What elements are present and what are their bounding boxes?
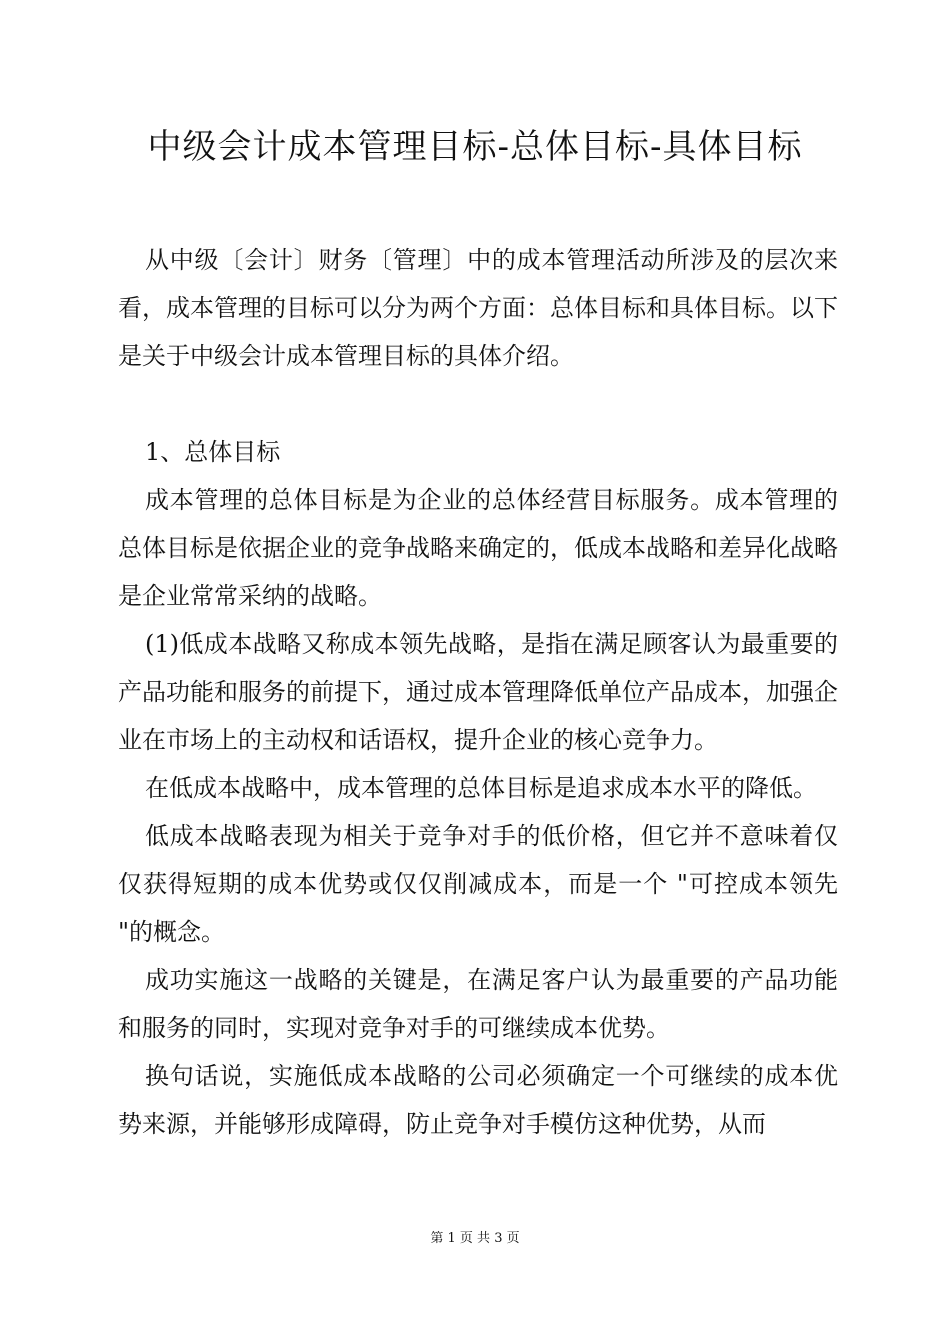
section-block — [118, 428, 838, 1148]
intro-paragraph: 从中级〔会计〕财务〔管理〕中的成本管理活动所涉及的层次来看，成本管理的目标可以分为两个方面：总体目标和具体目标。以下是关于中级会计成本管理目标的具体介绍。 — [118, 246, 838, 370]
body-paragraph: 在低成本战略中，成本管理的总体目标是追求成本水平的降低。 — [145, 774, 817, 802]
body-paragraph: 成本管理的总体目标是为企业的总体经营目标服务。成本管理的总体目标是依据企业的竞争战略来确定的，低成本战略和差异化战略是企业常常采纳的战略。 — [118, 486, 838, 610]
body-paragraph: 低成本战略表现为相关于竞争对手的低价格，但它并不意味着仅仅获得短期的成本优势或仅仅削减成本，而是一个 "可控成本领先 "的概念。 — [118, 822, 838, 946]
body-paragraph: 换句话说，实施低成本战略的公司必须确定一个可继续的成本优势来源，并能够形成障碍，防止竞争对手模仿这种优势，从而 — [118, 1062, 838, 1138]
document-title: 中级会计成本管理目标-总体目标-具体目标 — [147, 127, 803, 167]
body-paragraph: (1)低成本战略又称成本领先战略，是指在满足顾客认为最重要的产品功能和服务的前提下，通过成本管理降低单位产品成本，加强企业在市场上的主动权和话语权，提升企业的核心竞争力。 — [118, 630, 838, 754]
body-paragraph: 成功实施这一战略的关键是，在满足客户认为最重要的产品功能和服务的同时，实现对竞争对手的可继续成本优势。 — [118, 966, 838, 1042]
page-footer: 第 1 页 共 3 页 — [430, 1231, 520, 1246]
intro-block — [118, 236, 838, 380]
section-heading: 1、总体目标 — [145, 438, 281, 466]
